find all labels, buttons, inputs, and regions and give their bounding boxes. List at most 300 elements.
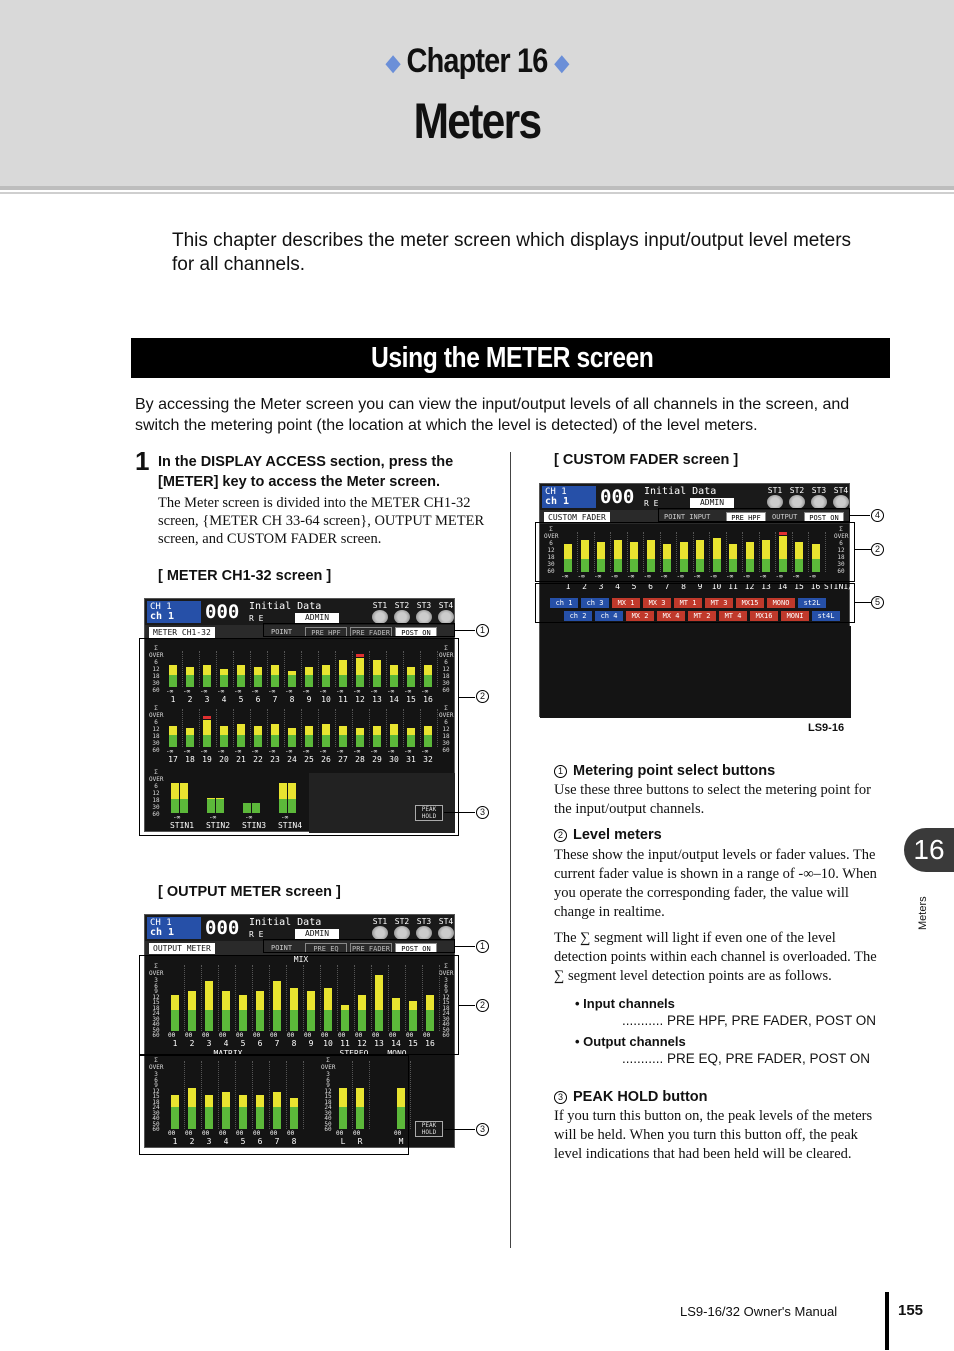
scale-tick: 6 xyxy=(549,540,553,547)
scale-tick: 60 xyxy=(152,1126,160,1133)
callout-number: 2 xyxy=(476,999,489,1012)
channel-number: 16 xyxy=(423,695,433,704)
channel-number: 6 xyxy=(255,695,261,704)
scale-tick: 24 xyxy=(152,1104,160,1111)
scale-tick: 60 xyxy=(152,747,160,754)
channel-number: 2 xyxy=(582,582,587,591)
channel-number: 11 xyxy=(340,1039,350,1048)
diamond-icon: ◆ xyxy=(554,50,569,76)
custom-fader-assign[interactable]: ch 2 xyxy=(564,611,592,621)
scale-tick: 60 xyxy=(152,811,160,818)
step-heading: In the DISPLAY ACCESS section, press the [METER] key to access the Meter screen. xyxy=(158,454,454,490)
scene-title: Initial Data xyxy=(249,917,322,928)
callout-leader-line xyxy=(855,602,871,603)
channel-number: 15 xyxy=(794,582,804,591)
channel-number: 14 xyxy=(777,582,788,591)
fader-value: -∞ xyxy=(693,573,701,580)
callout-box-meters xyxy=(139,638,459,836)
channel-number: 4 xyxy=(615,582,620,591)
st-label: ST2 xyxy=(789,486,805,495)
scale-tick: 40 xyxy=(152,1021,160,1028)
channel-number: 2 xyxy=(189,1039,195,1048)
peak-hold-button[interactable]: PEAK HOLD xyxy=(415,805,443,821)
scale-tick: 30 xyxy=(324,1109,332,1117)
callout-number: 3 xyxy=(554,1091,567,1104)
st-knob-icon xyxy=(416,926,432,940)
fader-value: 00 xyxy=(270,1032,278,1039)
bullet-input-values: ........... PRE HPF, PRE FADER, POST ON xyxy=(622,1013,877,1028)
scale-tick: 30 xyxy=(442,680,450,687)
callout-box-assign xyxy=(535,582,858,623)
scale-tick: 6 xyxy=(154,719,158,726)
scale-tick: 60 xyxy=(837,568,845,575)
step-number: 1 xyxy=(135,446,150,476)
scale-tick: 30 xyxy=(152,680,160,687)
metering-point-button[interactable]: POST ON xyxy=(804,512,844,522)
fader-value: -∞ xyxy=(627,573,635,580)
channel-number: 21 xyxy=(236,755,246,764)
channel-number: 13 xyxy=(374,1039,384,1048)
scale-tick: 40 xyxy=(152,1115,160,1122)
fader-value: -∞ xyxy=(336,748,344,755)
scale-tick: 15 xyxy=(152,999,160,1006)
fader-value: 00 xyxy=(304,1032,312,1039)
stin-label: STIN2 xyxy=(205,821,231,830)
st-knob-icon xyxy=(438,610,454,624)
scale-tick: 12 xyxy=(442,726,450,733)
scale-tick: 18 xyxy=(442,1004,450,1012)
fader-value: 00 xyxy=(168,1032,176,1039)
fader-value: 00 xyxy=(423,1032,431,1039)
custom-fader-assign[interactable]: ch 4 xyxy=(595,611,623,621)
peak-hold-button[interactable]: PEAK HOLD xyxy=(415,1121,443,1137)
channel-number: 25 xyxy=(304,755,314,764)
chapter-number: Chapter 16 xyxy=(406,42,548,80)
callout-leader-line xyxy=(459,697,475,698)
sigma-mark: Σ xyxy=(326,1057,330,1064)
channel-number: 3 xyxy=(598,582,604,591)
selected-channel-box xyxy=(542,486,596,508)
fader-value: -∞ xyxy=(808,573,816,580)
fader-value: 00 xyxy=(287,1130,295,1137)
channel-number: 7 xyxy=(664,582,670,591)
st-label: ST3 xyxy=(811,486,827,495)
user-admin-badge: ADMIN xyxy=(690,498,734,508)
channel-number: 23 xyxy=(270,755,280,764)
fader-value: -∞ xyxy=(726,573,734,580)
point-label: POINT xyxy=(271,944,293,952)
fader-value: 00 xyxy=(372,1032,380,1039)
desc-item-2-title: Level meters xyxy=(573,827,662,843)
stin-label: STIN4 xyxy=(277,821,303,830)
scale-tick: 60 xyxy=(442,1032,450,1039)
fader-value: 00 xyxy=(353,1130,361,1137)
scale-tick: 3 xyxy=(444,977,448,984)
fader-value: -∞ xyxy=(676,573,684,580)
fader-value: -∞ xyxy=(268,688,276,695)
scene-number: 000 xyxy=(205,601,240,623)
header-rule xyxy=(0,186,954,190)
sigma-mark: Σ xyxy=(444,645,448,652)
channel-number: 2 xyxy=(189,1137,195,1146)
channel-number: 3 xyxy=(206,1137,212,1146)
callout-leader-line xyxy=(459,1005,475,1006)
callout-box-meters xyxy=(139,1055,409,1155)
scale-tick: 30 xyxy=(152,804,160,811)
fader-value: -∞ xyxy=(353,748,361,755)
channel-id: CH 1 xyxy=(150,602,172,612)
st-knob-icon xyxy=(811,495,827,509)
scale-tick: 6 xyxy=(444,719,448,726)
custom-fader-assign[interactable]: MX16 xyxy=(750,611,778,621)
scale-tick: 50 xyxy=(442,1026,450,1034)
scale-tick: 60 xyxy=(442,687,450,694)
channel-number: 5 xyxy=(240,1137,246,1146)
metering-point-button[interactable]: PRE EQ xyxy=(305,943,347,953)
over-mark: OVER xyxy=(439,970,454,977)
scale-tick: 12 xyxy=(837,547,845,554)
fader-value: -∞ xyxy=(353,688,361,695)
fader-value: -∞ xyxy=(173,814,181,821)
st-label: ST2 xyxy=(394,601,410,610)
callout-box-points xyxy=(263,939,455,953)
bullet-output-channels: • Output channels xyxy=(575,1034,686,1049)
over-mark: OVER xyxy=(149,712,164,719)
callout-leader-line xyxy=(855,549,871,550)
scale-tick: 12 xyxy=(152,666,160,673)
metering-point-button[interactable]: PRE FADER xyxy=(350,943,392,953)
custom-fader-assign[interactable]: ch 3 xyxy=(581,598,609,608)
footer-rule xyxy=(885,1292,889,1350)
custom-fader-assign[interactable]: MT 3 xyxy=(705,598,733,608)
channel-number: R xyxy=(357,1137,363,1146)
scale-tick: 9 xyxy=(154,988,158,995)
channel-number: 14 xyxy=(391,1039,401,1048)
fader-value: -∞ xyxy=(268,748,276,755)
channel-number: 29 xyxy=(372,755,382,764)
step-body: The Meter screen is divided into the METER CH1-32 screen, {METER CH 33-64 screen}, OUTPUT METER screen, and CUSTOM FADER screen. xyxy=(158,495,485,547)
fader-value: -∞ xyxy=(404,748,412,755)
fader-value: 00 xyxy=(236,1130,244,1137)
chapter-tab: 16 xyxy=(904,828,954,872)
fader-value: 00 xyxy=(185,1032,193,1039)
scale-tick: 6 xyxy=(326,1076,330,1084)
scale-tick: 18 xyxy=(442,673,450,680)
channel-number: 13 xyxy=(761,582,771,591)
custom-fader-assign[interactable]: MT 2 xyxy=(688,611,716,621)
scale-tick: 30 xyxy=(442,740,450,747)
fader-value: -∞ xyxy=(370,748,378,755)
fader-value: -∞ xyxy=(285,748,293,755)
fader-value: 00 xyxy=(336,1130,344,1137)
fader-value: 00 xyxy=(321,1032,329,1039)
fader-value: -∞ xyxy=(183,688,191,695)
custom-fader-assign[interactable]: st4L xyxy=(812,611,840,621)
scale-tick: 12 xyxy=(547,547,555,554)
scale-tick: 40 xyxy=(324,1115,332,1122)
channel-number: 10 xyxy=(323,1039,333,1048)
scale-tick: 30 xyxy=(152,740,160,747)
fader-value: 00 xyxy=(202,1130,210,1137)
scale-tick: 60 xyxy=(152,1032,160,1039)
fader-value: -∞ xyxy=(166,748,174,755)
channel-number: 6 xyxy=(257,1039,263,1048)
scale-tick: 24 xyxy=(324,1104,332,1111)
custom-fader-assign[interactable]: ch 1 xyxy=(550,598,578,608)
user-admin-badge: ADMIN xyxy=(295,613,339,623)
over-mark: OVER xyxy=(834,533,849,540)
channel-number: 15 xyxy=(406,695,416,704)
channel-number: 3 xyxy=(206,1039,212,1048)
scale-tick: 30 xyxy=(442,1015,450,1023)
fader-value: -∞ xyxy=(421,688,429,695)
st-knob-icon xyxy=(767,495,783,509)
scale-tick: 60 xyxy=(324,1126,332,1133)
fader-value: 00 xyxy=(253,1130,261,1137)
callout-number: 3 xyxy=(476,806,489,819)
channel-number: 6 xyxy=(648,582,653,591)
channel-number: 8 xyxy=(291,1039,297,1048)
channel-number: 30 xyxy=(389,755,399,764)
metering-point-button[interactable]: PRE HPF xyxy=(726,512,766,522)
fader-value: -∞ xyxy=(643,573,651,580)
fader-value: -∞ xyxy=(209,814,217,821)
channel-number: 7 xyxy=(274,1039,280,1048)
channel-number: 12 xyxy=(357,1039,367,1048)
mono-section-label: MONO xyxy=(387,1049,407,1058)
fader-value: -∞ xyxy=(594,573,602,580)
model-label: LS9-16 xyxy=(808,722,845,734)
scale-tick: 18 xyxy=(152,1098,160,1106)
fader-value: -∞ xyxy=(234,748,242,755)
fader-value: -∞ xyxy=(387,688,395,695)
selected-channel-box xyxy=(147,917,201,939)
metering-point-button[interactable]: PRE HPF xyxy=(305,627,347,637)
desc-item-3-heading xyxy=(554,1089,708,1105)
channel-name: ch 1 xyxy=(150,927,175,938)
channel-number: 5 xyxy=(238,695,244,704)
st-label: ST1 xyxy=(372,601,388,610)
st-label: ST1 xyxy=(767,486,783,495)
callout-number: 1 xyxy=(476,624,489,637)
fader-value: 00 xyxy=(355,1032,363,1039)
screen-tab[interactable]: CUSTOM FADER xyxy=(544,512,610,523)
scale-tick: 12 xyxy=(324,1087,332,1095)
intro-paragraph: This chapter describes the meter screen which displays input/output level meters for all channels. xyxy=(172,230,852,275)
fader-value: -∞ xyxy=(660,573,668,580)
st-knob-icon xyxy=(416,610,432,624)
output-label: OUTPUT xyxy=(772,513,798,521)
fader-value: 00 xyxy=(394,1130,402,1137)
fader-value: 00 xyxy=(253,1032,261,1039)
callout-number: 5 xyxy=(871,596,884,609)
column-divider xyxy=(510,452,511,1248)
channel-number: 9 xyxy=(308,1039,314,1048)
scale-tick: 60 xyxy=(547,568,555,575)
fader-value: -∞ xyxy=(166,688,174,695)
fader-value: -∞ xyxy=(319,688,327,695)
fader-value: -∞ xyxy=(302,688,310,695)
st-knob-icon xyxy=(372,926,388,940)
channel-id: CH 1 xyxy=(150,918,172,928)
desc-item-2-sigma: The ∑ segment will light if even one of the level detection points within each channel is overloaded. The ∑ segment level detection points are as follows. xyxy=(554,930,877,984)
user-admin-badge: ADMIN xyxy=(295,929,339,939)
fader-value: -∞ xyxy=(234,688,242,695)
custom-fader-assign[interactable]: MX 4 xyxy=(657,611,685,621)
scale-tick: 6 xyxy=(154,783,158,790)
scene-status: R E xyxy=(644,499,659,508)
page-number: 155 xyxy=(898,1302,924,1319)
desc-item-1-title: Metering point select buttons xyxy=(573,763,776,779)
fader-value: -∞ xyxy=(251,688,259,695)
channel-number: 24 xyxy=(287,755,297,764)
fader-value: 00 xyxy=(389,1032,397,1039)
st-label: ST4 xyxy=(438,917,454,926)
channel-number: 12 xyxy=(355,695,365,704)
fader-value: -∞ xyxy=(404,688,412,695)
lcd-header xyxy=(145,915,454,941)
over-mark: OVER xyxy=(149,1064,164,1071)
point-label: POINT xyxy=(271,628,293,636)
channel-number: 9 xyxy=(697,582,703,591)
fader-value: 00 xyxy=(202,1032,210,1039)
scale-tick: 30 xyxy=(152,1015,160,1023)
custom-fader-assign[interactable]: MX15 xyxy=(736,598,764,608)
fader-value: -∞ xyxy=(561,573,569,580)
fader-value: -∞ xyxy=(577,573,585,580)
st-knob-icon xyxy=(394,926,410,940)
desc-item-2-body: These show the input/output levels or fader values. The current fader value is shown in a range of -∞–10. When you operate the corresponding fader, the value will change in realtime. xyxy=(554,847,877,920)
custom-fader-assign[interactable]: MT 4 xyxy=(719,611,747,621)
fader-value: -∞ xyxy=(792,573,800,580)
channel-number: 7 xyxy=(274,1137,280,1146)
custom-fader-label: [ CUSTOM FADER screen ] xyxy=(554,452,739,468)
channel-number: 1 xyxy=(170,695,176,704)
fader-value: -∞ xyxy=(421,748,429,755)
channel-number: 20 xyxy=(219,755,229,764)
custom-fader-assign[interactable]: st2L xyxy=(798,598,826,608)
scale-tick: 6 xyxy=(154,1076,158,1084)
fader-value: 00 xyxy=(270,1130,278,1137)
metering-point-button[interactable]: POST ON xyxy=(395,943,437,953)
channel-number: 5 xyxy=(240,1039,246,1048)
scale-tick: 18 xyxy=(152,733,160,740)
screen-tab[interactable]: METER CH1-32 xyxy=(149,627,215,638)
channel-number: 8 xyxy=(289,695,295,704)
fader-value: -∞ xyxy=(251,748,259,755)
bullet-output-values: ........... PRE EQ, PRE FADER, POST ON xyxy=(622,1051,871,1066)
scene-title: Initial Data xyxy=(644,486,717,497)
scale-tick: 40 xyxy=(442,1021,450,1028)
callout-box-points xyxy=(263,623,455,637)
st-knob-icon xyxy=(372,610,388,624)
fader-value: -∞ xyxy=(319,748,327,755)
scale-tick: 9 xyxy=(444,988,448,995)
meter-segment-guide xyxy=(410,1061,411,1129)
fader-value: -∞ xyxy=(200,688,208,695)
scale-tick: 12 xyxy=(442,666,450,673)
scale-tick: 30 xyxy=(547,561,555,568)
channel-number: 10 xyxy=(321,695,331,704)
callout-leader-line xyxy=(850,515,870,516)
st-label: ST1 xyxy=(372,917,388,926)
sigma-mark: Σ xyxy=(154,963,158,970)
channel-number: 27 xyxy=(338,755,348,764)
sigma-mark: Σ xyxy=(154,645,158,652)
channel-number: 32 xyxy=(423,755,433,764)
custom-fader-assign[interactable]: MX 2 xyxy=(626,611,654,621)
channel-id: CH 1 xyxy=(545,487,567,497)
channel-number: 9 xyxy=(306,695,312,704)
scale-tick: 12 xyxy=(152,1087,160,1095)
channel-number: 31 xyxy=(406,755,416,764)
scale-tick: 15 xyxy=(442,999,450,1006)
scale-tick: 6 xyxy=(444,982,448,990)
over-mark: OVER xyxy=(544,533,559,540)
fader-value: -∞ xyxy=(245,814,253,821)
custom-fader-assign[interactable]: MX 1 xyxy=(612,598,640,608)
callout-number: 3 xyxy=(476,1123,489,1136)
scale-tick: 30 xyxy=(837,561,845,568)
channel-number: 4 xyxy=(223,1039,229,1048)
channel-number: 2 xyxy=(187,695,193,704)
channel-number: 3 xyxy=(204,695,210,704)
sigma-mark: Σ xyxy=(154,1057,158,1064)
st-label: ST4 xyxy=(833,486,849,495)
fader-value: -∞ xyxy=(302,748,310,755)
lcd-header xyxy=(540,484,849,510)
scale-tick: 15 xyxy=(152,1093,160,1100)
fader-value: -∞ xyxy=(709,573,717,580)
scale-tick: 6 xyxy=(154,982,158,990)
channel-number: 4 xyxy=(221,695,227,704)
channel-number: 1 xyxy=(172,1137,178,1146)
channel-number: 5 xyxy=(631,582,637,591)
stin-label: STIN3 xyxy=(241,821,267,830)
metering-point-button[interactable]: POST ON xyxy=(395,627,437,637)
scale-tick: 15 xyxy=(324,1093,332,1100)
fader-value: -∞ xyxy=(281,814,289,821)
over-mark: OVER xyxy=(149,652,164,659)
screen-tab[interactable]: OUTPUT METER xyxy=(149,943,215,954)
fader-value: -∞ xyxy=(387,748,395,755)
meter-ch1-32-label: [ METER CH1-32 screen ] xyxy=(158,568,332,584)
scale-tick: 9 xyxy=(326,1082,330,1089)
channel-name: ch 1 xyxy=(545,496,570,507)
callout-box-meters xyxy=(139,955,459,1055)
scene-status: R E xyxy=(249,614,264,623)
scale-tick: 12 xyxy=(152,726,160,733)
fader-value: -∞ xyxy=(285,688,293,695)
channel-number: 11 xyxy=(338,695,348,704)
channel-number: 18 xyxy=(185,755,195,764)
section-title: Using the METER screen xyxy=(371,342,654,374)
over-mark: OVER xyxy=(149,970,164,977)
channel-number: 4 xyxy=(223,1137,229,1146)
metering-point-button[interactable]: PRE FADER xyxy=(350,627,392,637)
custom-fader-assign[interactable]: MONO xyxy=(767,598,795,608)
custom-fader-assign[interactable]: MT 1 xyxy=(674,598,702,608)
fader-value: -∞ xyxy=(610,573,618,580)
channel-number: 28 xyxy=(355,755,365,764)
channel-number: STIN1/2 xyxy=(824,582,858,591)
fader-value: 00 xyxy=(338,1032,346,1039)
custom-fader-assign[interactable]: MONI xyxy=(781,611,809,621)
custom-fader-assign[interactable]: MX 3 xyxy=(643,598,671,608)
scene-number: 000 xyxy=(205,917,240,939)
callout-number: 2 xyxy=(554,829,567,842)
fader-value: -∞ xyxy=(370,688,378,695)
